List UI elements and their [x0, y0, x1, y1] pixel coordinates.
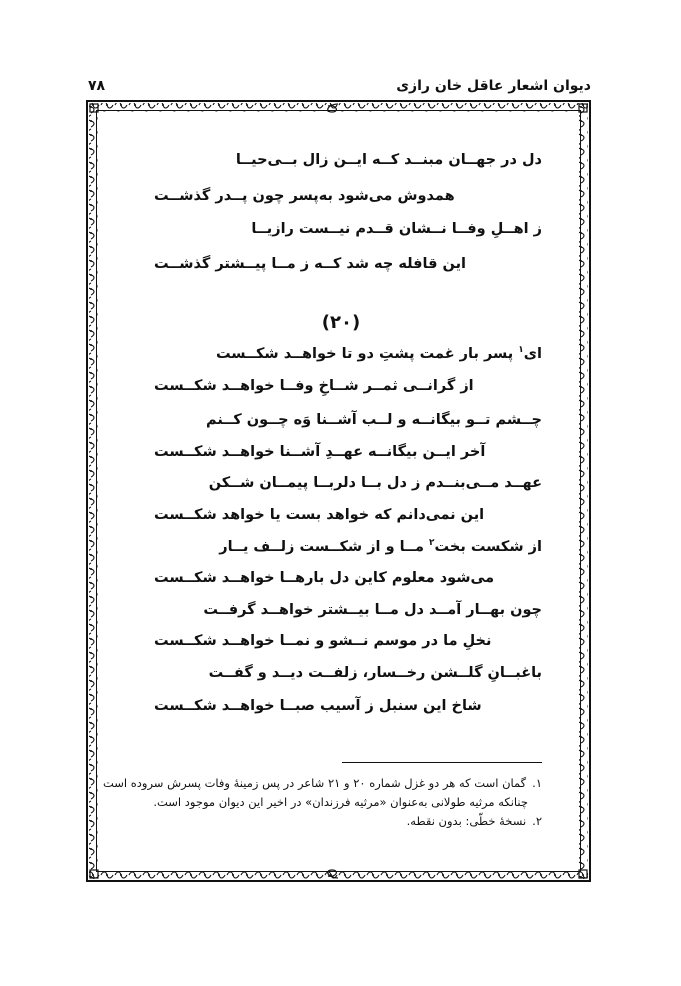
verse-line: می‌شود معلوم کاین دل بارهــا خواهــد شکــست [154, 570, 495, 586]
page-number: ۷۸ [88, 78, 106, 94]
verse-word: ای [523, 345, 542, 362]
verse-line: نخلِ ما در موسم نــشو و نمــا خواهــد شکــست [154, 633, 492, 649]
verse-line: این قافله چه شد کــه ز مــا پیــشتر گذشــت [154, 256, 466, 272]
poem-number-heading: (۲۰) [321, 312, 361, 333]
verse-line: باغبــانِ گلــشن رخــسار، زلفــت دیــد و گفــت [208, 665, 542, 681]
footnote-2 [407, 814, 542, 828]
footnote-marker: ۱ [518, 345, 524, 355]
verse-line [219, 538, 542, 555]
verse-line: عهــد مــی‌بنــدم ز دل بــا دلربــا پیمــان شــکن [208, 475, 542, 491]
verse-line: از گرانــی ثمــر شــاخِ وفــا خواهــد شکــست [154, 378, 474, 394]
footnote-text: نسخهٔ خطّی: بدون نقطه. [406, 814, 527, 828]
verse-line: چــشم تــو بیگانــه و لــب آشــنا وَه چــون کــنم [206, 412, 542, 428]
book-title: دیوان اشعار عاقل خان رازی [396, 78, 591, 94]
verse-line: چون بهــار آمــد دل مــا بیــشتر خواهــد گرفــت [203, 602, 542, 618]
verse-line: ز اهــلِ وفــا نــشان قــدم نیــست رازیــا [251, 221, 542, 237]
footnote-1 [103, 776, 542, 790]
verse-line: این نمی‌دانم که خواهد بست یا خواهد شکــست [154, 507, 485, 523]
footnote-separator [342, 762, 542, 763]
footnote-number: ۱. [532, 776, 542, 790]
verse-line: آخر ایــن بیگانــه عهــدِ آشــنا خواهــد شکــست [154, 444, 486, 460]
footnote-marker: ۲ [429, 538, 435, 548]
verse-line: شاخ این سنبل ز آسیب صبــا خواهــد شکــست [154, 698, 482, 714]
verse-text: پسر بار غمت پشتِ دو تا خواهــد شکــست [215, 345, 519, 362]
verse-line [216, 345, 542, 362]
verse-text: مــا و از شکــست زلــف یــار [219, 538, 430, 555]
verse-text: از شکست بخت [434, 538, 542, 555]
page-content [102, 120, 562, 860]
running-header [88, 78, 591, 100]
footnote-number: ۲. [532, 814, 542, 828]
verse-line: دل در جهــان مبنــد کــه ایــن زال بــی‌حیــا [235, 152, 542, 168]
footnote-1-continuation: چنانکه مرثیه طولانی به‌عنوان «مرثیه فرزندان» در اخیر این دیوان موجود است. [153, 795, 528, 809]
footnote-text: گمان است که هر دو غزل شماره ۲۰ و ۲۱ شاعر در پس زمینهٔ وفات پسرش سروده است [102, 776, 527, 790]
verse-line: همدوش می‌شود به‌پسر چون پــدر گذشــت [154, 188, 455, 204]
